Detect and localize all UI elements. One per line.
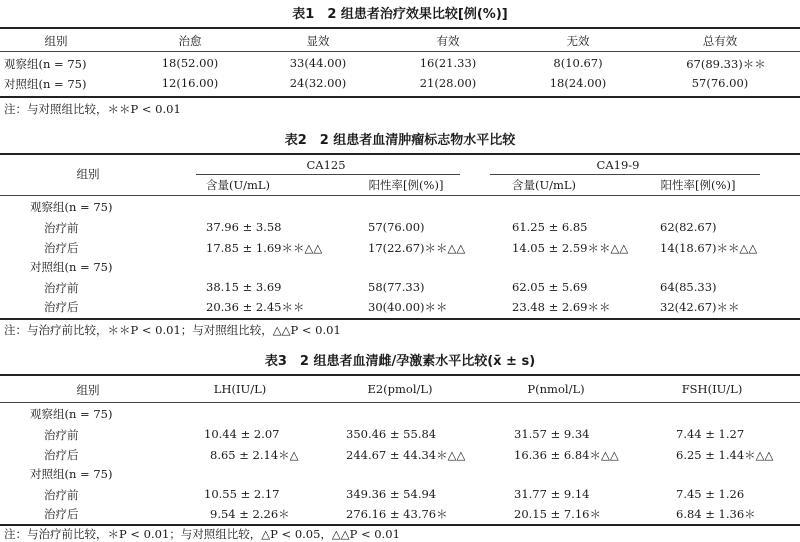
table3-header-fsh: FSH(IU/L) (681, 382, 743, 396)
table2-header-group: 组别 (76, 167, 100, 181)
table3-ctl-before-e2: 349.36 ± 54.94 (346, 487, 437, 501)
table2-obs-before-ca199-pos: 62(82.67) (660, 220, 717, 234)
table1-row2-cure: 12(16.00) (161, 76, 219, 90)
table3-obs-after-e2: 244.67 ± 44.34＊△△ (346, 448, 466, 462)
table3-ctl-before-fsh: 7.45 ± 1.26 (676, 487, 745, 501)
table1-row2-marked: 24(32.00) (289, 76, 347, 90)
table2-obs-after-ca199: 14.05 ± 2.59＊＊△△ (512, 241, 629, 255)
table3-obs-before-e2: 350.46 ± 55.84 (346, 427, 437, 441)
table3-header-e2: E2(pmol/L) (367, 382, 433, 396)
table2-group-control: 对照组(n = 75) (30, 260, 113, 274)
table2-ctl-after-ca125-pos: 30(40.00)＊＊ (368, 300, 448, 314)
table3-ctl-after-p: 20.15 ± 7.16＊ (514, 507, 601, 521)
table3-obs-before-fsh: 7.44 ± 1.27 (676, 427, 745, 441)
table2-obs-after-ca125-pos: 17(22.67)＊＊△△ (368, 241, 466, 255)
table1-row2-effective: 21(28.00) (419, 76, 477, 90)
table1-row1-ineffective: 8(10.67) (553, 56, 603, 70)
table1-header-effective: 有效 (436, 34, 460, 48)
table1-row1-group: 观察组(n = 75) (4, 57, 87, 71)
table3-obs-after-lh: 8.65 ± 2.14＊△ (210, 448, 299, 462)
table3-title: 表3 2 组患者血清雌/孕激素水平比较(x̄ ± s) (264, 354, 536, 369)
table2-obs-before-ca199: 61.25 ± 6.85 (512, 220, 588, 234)
table2-obs-before-ca125: 37.96 ± 3.58 (206, 220, 282, 234)
table3-ctl-after-fsh: 6.84 ± 1.36＊ (676, 507, 756, 521)
table3-obs-after-fsh: 6.25 ± 1.44＊△△ (676, 448, 774, 462)
table2-obs-after-label: 治疗后 (44, 241, 79, 255)
table2-bottom-rule (0, 318, 800, 320)
table2-ca199-rule (490, 174, 760, 175)
table1-header-total: 总有效 (702, 34, 738, 48)
table2-ctl-before-ca125-pos: 58(77.33) (368, 280, 425, 294)
table2-ctl-after-ca199: 23.48 ± 2.69＊＊ (512, 300, 611, 314)
table2-ctl-after-label: 治疗后 (44, 300, 79, 314)
table1-header-ineffective: 无效 (566, 34, 590, 48)
table1-row1-cure: 18(52.00) (161, 56, 219, 70)
table3-ctl-before-lh: 10.55 ± 2.17 (204, 487, 280, 501)
table3-header-rule (0, 402, 800, 403)
table3-group-control: 对照组(n = 75) (30, 467, 113, 481)
table1-row2-group: 对照组(n = 75) (4, 77, 87, 91)
table3-group-observation: 观察组(n = 75) (30, 407, 113, 421)
table1-note: 注：与对照组比较，＊＊P < 0.01 (4, 102, 181, 116)
table3-ctl-after-lh: 9.54 ± 2.26＊ (210, 507, 290, 521)
table2-ca125-rule (196, 174, 460, 175)
table1-title: 表1 2 组患者治疗效果比较[例(%)] (292, 7, 508, 22)
table2-ctl-before-ca199: 62.05 ± 5.69 (512, 280, 588, 294)
table3-header-p: P(nmol/L) (527, 382, 585, 396)
table2-obs-after-ca199-pos: 14(18.67)＊＊△△ (660, 241, 758, 255)
table3-obs-before-lh: 10.44 ± 2.07 (204, 427, 280, 441)
table2-subheader-ca199-positive: 阳性率[例(%)] (660, 178, 736, 192)
table3-obs-before-label: 治疗前 (44, 428, 79, 442)
table2-obs-before-label: 治疗前 (44, 221, 79, 235)
table3-top-rule (0, 374, 800, 376)
table2-ctl-before-ca199-pos: 64(85.33) (660, 280, 717, 294)
table3-ctl-after-e2: 276.16 ± 43.76＊ (346, 507, 448, 521)
table3-obs-before-p: 31.57 ± 9.34 (514, 427, 590, 441)
table1-header-cure: 治愈 (178, 34, 202, 48)
table2-note: 注：与治疗前比较，＊＊P < 0.01；与对照组比较，△△P < 0.01 (4, 323, 341, 337)
table2-ctl-before-label: 治疗前 (44, 281, 79, 295)
table2-obs-after-ca125: 17.85 ± 1.69＊＊△△ (206, 241, 323, 255)
table2-header-rule (0, 195, 800, 196)
table3-note: 注：与治疗前比较，＊P < 0.01；与对照组比较，△P < 0.05，△△P < 0.01 (4, 527, 400, 541)
table2-header-ca125: CA125 (306, 158, 346, 172)
table3-ctl-before-label: 治疗前 (44, 488, 79, 502)
table3-obs-after-label: 治疗后 (44, 448, 79, 462)
table1-row2-total: 57(76.00) (691, 76, 749, 90)
table2-obs-before-ca125-pos: 57(76.00) (368, 220, 425, 234)
table1-row2-ineffective: 18(24.00) (549, 76, 607, 90)
table2-subheader-ca199-level: 含量(U/mL) (511, 178, 577, 192)
table1-row1-marked: 33(44.00) (289, 56, 347, 70)
table2-ctl-after-ca125: 20.36 ± 2.45＊＊ (206, 300, 305, 314)
table3-header-group: 组别 (76, 383, 100, 397)
table1-header-marked: 显效 (306, 34, 330, 48)
table2-top-rule (0, 153, 800, 155)
table2-subheader-ca125-level: 含量(U/mL) (205, 178, 271, 192)
table2-title: 表2 2 组患者血清肿瘤标志物水平比较 (284, 133, 516, 148)
table2-group-observation: 观察组(n = 75) (30, 200, 113, 214)
table1-bottom-rule (0, 96, 800, 98)
table3-obs-after-p: 16.36 ± 6.84＊△△ (514, 448, 619, 462)
table2-ctl-after-ca199-pos: 32(42.67)＊＊ (660, 300, 740, 314)
table2-ctl-before-ca125: 38.15 ± 3.69 (206, 280, 282, 294)
table1-top-rule (0, 27, 800, 29)
table2-header-ca199: CA19-9 (596, 158, 640, 172)
table1-row1-effective: 16(21.33) (419, 56, 477, 70)
table2-subheader-ca125-positive: 阳性率[例(%)] (368, 178, 444, 192)
table3-header-lh: LH(IU/L) (213, 382, 267, 396)
table1-header-rule (0, 51, 800, 52)
table1-header-group: 组别 (44, 34, 68, 48)
table3-ctl-before-p: 31.77 ± 9.14 (514, 487, 590, 501)
table1-row1-total: 67(89.33)＊＊ (686, 57, 766, 71)
table3-ctl-after-label: 治疗后 (44, 507, 79, 521)
